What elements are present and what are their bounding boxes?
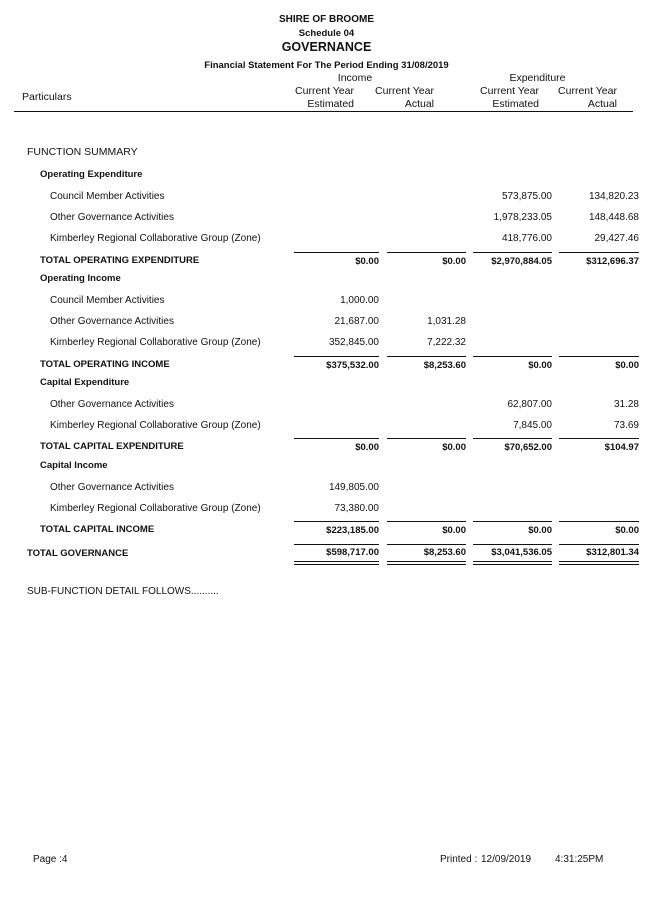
table-row-label: Council Member Activities bbox=[50, 191, 165, 202]
table-row-label: Other Governance Activities bbox=[50, 316, 174, 327]
table-row-label: Other Governance Activities bbox=[50, 399, 174, 410]
total-rule bbox=[294, 438, 379, 439]
row-value-col1: 73,380.00 bbox=[334, 503, 379, 514]
total-value-col1: $375,532.00 bbox=[326, 360, 379, 371]
function-summary-heading: FUNCTION SUMMARY bbox=[27, 146, 138, 158]
row-value-col4: 73.69 bbox=[613, 420, 639, 431]
total-rule bbox=[387, 564, 466, 565]
total-rule bbox=[294, 521, 379, 522]
row-value-col1: 352,845.00 bbox=[328, 337, 379, 348]
expenditure-group-heading: Expenditure bbox=[509, 72, 566, 84]
particulars-heading: Particulars bbox=[22, 91, 72, 103]
row-value-col1: 1,000.00 bbox=[340, 295, 379, 306]
sub-function-note: SUB-FUNCTION DETAIL FOLLOWS.......... bbox=[27, 586, 219, 597]
total-rule bbox=[473, 561, 552, 562]
printed-time: 4:31:25PM bbox=[555, 854, 604, 865]
table-row-label: Kimberley Regional Collaborative Group (Zone) bbox=[50, 503, 261, 514]
total-rule bbox=[473, 544, 552, 545]
row-value-col3: 573,875.00 bbox=[501, 191, 552, 202]
total-value-col3: $3,041,536.05 bbox=[491, 547, 552, 558]
total-rule bbox=[387, 521, 466, 522]
total-value-col4: $312,696.37 bbox=[586, 256, 639, 267]
printed-label: Printed : bbox=[440, 854, 478, 865]
total-rule bbox=[294, 252, 379, 253]
total-rule bbox=[294, 544, 379, 545]
row-value-col2: 7,222.32 bbox=[427, 337, 466, 348]
statement-period: Financial Statement For The Period Ending 31/08/2019 bbox=[204, 60, 449, 71]
total-rule bbox=[294, 561, 379, 562]
table-row-label: Kimberley Regional Collaborative Group (Zone) bbox=[50, 337, 261, 348]
total-value-col2: $0.00 bbox=[442, 256, 466, 267]
total-rule bbox=[559, 521, 639, 522]
page-number: Page :4 bbox=[33, 854, 68, 865]
total-rule bbox=[559, 252, 639, 253]
header-divider bbox=[14, 111, 633, 112]
total-rule bbox=[387, 561, 466, 562]
expenditure-actual-heading-line1: Current Year bbox=[558, 85, 617, 97]
income-actual-heading-line1: Current Year bbox=[375, 85, 434, 97]
row-value-col4: 31.28 bbox=[613, 399, 639, 410]
total-rule bbox=[473, 356, 552, 357]
total-value-col3: $0.00 bbox=[528, 525, 552, 536]
expenditure-actual-heading-line2: Actual bbox=[587, 98, 617, 110]
section-heading: Capital Income bbox=[40, 460, 108, 471]
table-row-label: Council Member Activities bbox=[50, 295, 165, 306]
row-value-col3: 62,807.00 bbox=[507, 399, 552, 410]
total-value-col1: $598,717.00 bbox=[326, 547, 379, 558]
total-rule bbox=[559, 564, 639, 565]
total-row-label: TOTAL CAPITAL INCOME bbox=[40, 524, 155, 535]
total-rule bbox=[473, 252, 552, 253]
total-value-col3: $70,652.00 bbox=[504, 442, 552, 453]
total-rule bbox=[294, 564, 379, 565]
total-value-col3: $0.00 bbox=[528, 360, 552, 371]
total-rule bbox=[559, 561, 639, 562]
table-row-label: Kimberley Regional Collaborative Group (Zone) bbox=[50, 420, 261, 431]
row-value-col3: 1,978,233.05 bbox=[493, 212, 552, 223]
total-rule bbox=[294, 356, 379, 357]
total-value-col4: $0.00 bbox=[615, 525, 639, 536]
total-value-col2: $0.00 bbox=[442, 442, 466, 453]
total-value-col1: $0.00 bbox=[355, 256, 379, 267]
total-rule bbox=[387, 252, 466, 253]
total-rule bbox=[473, 564, 552, 565]
total-value-col2: $0.00 bbox=[442, 525, 466, 536]
income-actual-heading-line2: Actual bbox=[404, 98, 434, 110]
total-value-col4: $0.00 bbox=[615, 360, 639, 371]
row-value-col3: 7,845.00 bbox=[513, 420, 552, 431]
row-value-col4: 29,427.46 bbox=[594, 233, 639, 244]
table-row-label: Other Governance Activities bbox=[50, 212, 174, 223]
total-rule bbox=[559, 438, 639, 439]
total-value-col4: $312,801.34 bbox=[586, 547, 639, 558]
row-value-col1: 149,805.00 bbox=[328, 482, 379, 493]
organisation-name: SHIRE OF BROOME bbox=[278, 14, 374, 25]
income-group-heading: Income bbox=[337, 72, 373, 84]
row-value-col2: 1,031.28 bbox=[427, 316, 466, 327]
table-row-label: Other Governance Activities bbox=[50, 482, 174, 493]
total-row-label: TOTAL CAPITAL EXPENDITURE bbox=[40, 441, 184, 452]
expenditure-estimated-heading-line2: Estimated bbox=[492, 98, 539, 110]
expenditure-estimated-heading-line1: Current Year bbox=[480, 85, 539, 97]
total-value-col4: $104.97 bbox=[604, 442, 639, 453]
total-rule bbox=[559, 544, 639, 545]
total-rule bbox=[559, 356, 639, 357]
schedule-number: Schedule 04 bbox=[298, 28, 355, 39]
section-heading: Operating Income bbox=[40, 273, 121, 284]
page-title: GOVERNANCE bbox=[281, 40, 372, 54]
income-estimated-heading-line1: Current Year bbox=[295, 85, 354, 97]
row-value-col4: 134,820.23 bbox=[588, 191, 639, 202]
total-value-col1: $0.00 bbox=[355, 442, 379, 453]
total-rule bbox=[473, 521, 552, 522]
total-value-col2: $8,253.60 bbox=[423, 360, 466, 371]
total-row-label: TOTAL OPERATING EXPENDITURE bbox=[40, 255, 200, 266]
income-estimated-heading-line2: Estimated bbox=[307, 98, 354, 110]
section-heading: Operating Expenditure bbox=[40, 169, 143, 180]
row-value-col3: 418,776.00 bbox=[501, 233, 552, 244]
total-value-col2: $8,253.60 bbox=[423, 547, 466, 558]
row-value-col1: 21,687.00 bbox=[334, 316, 379, 327]
section-heading: Capital Expenditure bbox=[40, 377, 130, 388]
total-value-col3: $2,970,884.05 bbox=[491, 256, 552, 267]
table-row-label: Kimberley Regional Collaborative Group (Zone) bbox=[50, 233, 261, 244]
row-value-col4: 148,448.68 bbox=[588, 212, 639, 223]
grand-total-label: TOTAL GOVERNANCE bbox=[27, 548, 129, 559]
printed-date: 12/09/2019 bbox=[481, 854, 532, 865]
total-rule bbox=[387, 356, 466, 357]
total-rule bbox=[387, 544, 466, 545]
total-value-col1: $223,185.00 bbox=[326, 525, 379, 536]
total-rule bbox=[387, 438, 466, 439]
total-rule bbox=[473, 438, 552, 439]
total-row-label: TOTAL OPERATING INCOME bbox=[40, 359, 170, 370]
